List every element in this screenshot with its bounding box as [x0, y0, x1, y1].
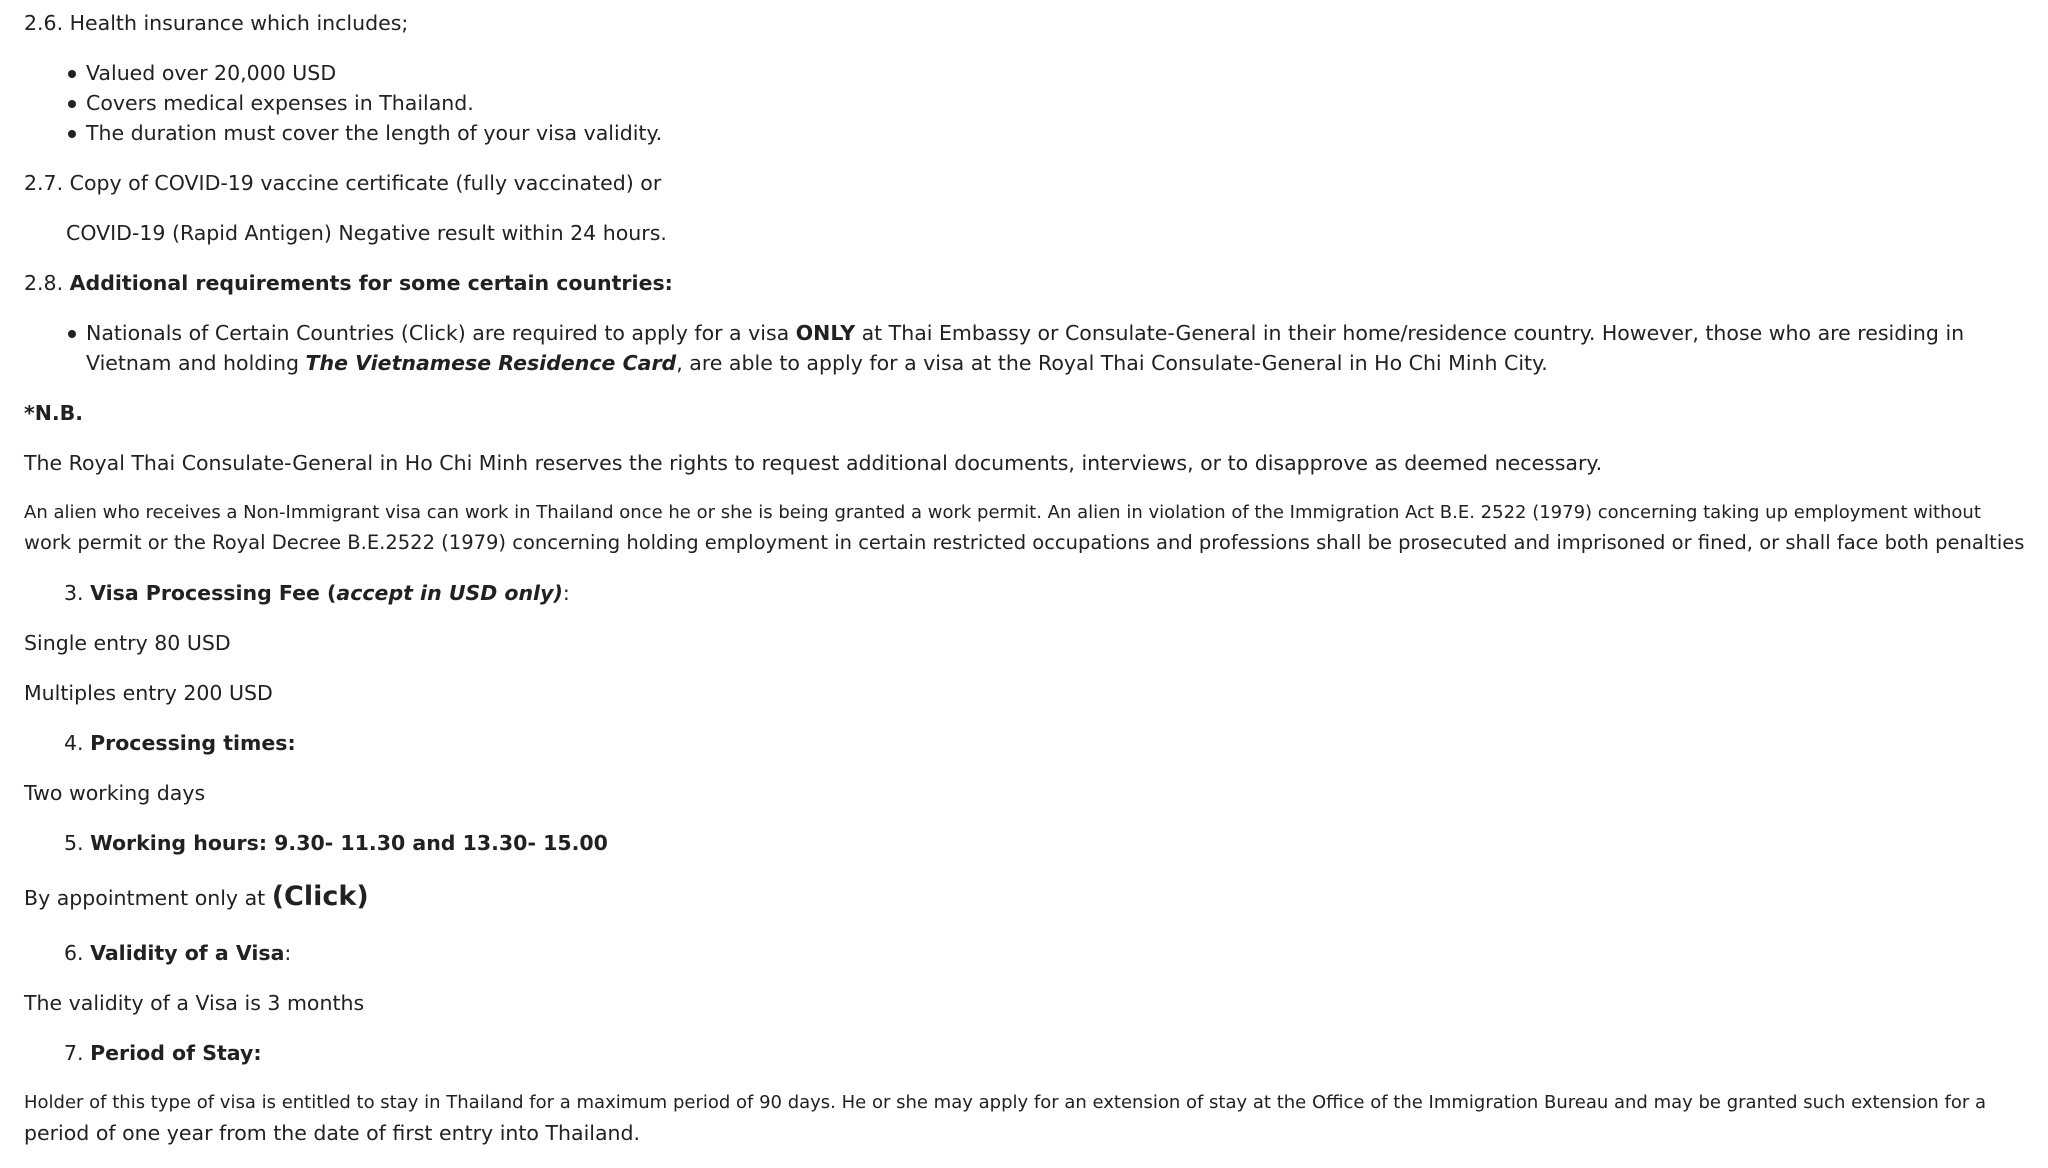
appointment-text: By appointment only at [24, 886, 272, 910]
section-3-number: 3. [64, 581, 84, 605]
section-2-8-number: 2.8. [24, 271, 64, 295]
section-4-number: 4. [64, 731, 84, 755]
certain-countries-item [86, 318, 2020, 378]
section-3-colon: : [562, 581, 570, 605]
section-2-8-title: Additional requirements for some certain countries: [69, 271, 673, 295]
processing-time-text: Two working days [24, 781, 206, 805]
section-3-title: Visa Processing Fee ( [90, 581, 337, 605]
period-of-stay-line-1: Holder of this type of visa is entitled to stay in Thailand for a maximum period of 90 days. He or she may apply for an extension of stay at the Office of the Immigration Bureau and may be granted such extension for a [24, 1092, 1987, 1113]
section-6-colon: : [284, 941, 292, 965]
insurance-item-2: Covers medical expenses in Thailand. [86, 91, 474, 115]
section-3-heading [64, 578, 2028, 608]
section-7-number: 7. [64, 1041, 84, 1065]
fee-multiple-entry: Multiples entry 200 USD [24, 681, 273, 705]
period-of-stay-line-2: period of one year from the date of first entry into Thailand. [24, 1121, 641, 1145]
nb-paragraph-1: The Royal Thai Consulate-General in Ho Chi Minh reserves the rights to request additional documents, interviews, or to disapprove as deemed necessary. [24, 451, 1603, 475]
section-6-number: 6. [64, 941, 84, 965]
section-2-7-line-2: COVID-19 (Rapid Antigen) Negative result within 24 hours. [66, 221, 667, 245]
insurance-item-1: Valued over 20,000 USD [86, 61, 337, 85]
appointment-link[interactable]: (Click) [271, 881, 369, 912]
bullet-icon [68, 130, 76, 138]
section-5-title: Working hours: 9.30- 11.30 and 13.30- 15.00 [90, 831, 608, 855]
fee-single-entry: Single entry 80 USD [24, 631, 231, 655]
item-text: , are able to apply for a visa at the Royal Thai Consulate-General in Ho Chi Minh City. [676, 351, 1548, 375]
section-7-title: Period of Stay: [90, 1041, 262, 1065]
section-6-heading [64, 938, 2028, 968]
certain-countries-link[interactable]: Certain Countries (Click) [214, 321, 466, 345]
item-text: are required to apply for a visa [465, 321, 796, 345]
nb-paragraph-2-line-1: An alien who receives a Non-Immigrant visa can work in Thailand once he or she is being granted a work permit. An alien in violation of the Immigration Act B.E. 2522 (1979) concerning taking up employment without [24, 502, 1981, 523]
section-4-title: Processing times: [90, 731, 296, 755]
appointment-line [24, 882, 2028, 913]
section-5-number: 5. [64, 831, 84, 855]
bullet-icon [68, 330, 76, 338]
nb-paragraph-2-line-2: work permit or the Royal Decree B.E.2522 (1979) concerning holding employment in certain restricted occupations and professions shall be prosecuted and imprisoned or fined, or shall face both penalties [24, 531, 2025, 554]
section-7-heading [64, 1038, 2028, 1068]
item-text: Nationals of [86, 321, 215, 345]
section-3-title-italic: accept in USD only) [336, 581, 563, 605]
nb-label: *N.B. [24, 401, 84, 425]
item-text: at Thai Embassy or Consulate-General in their home/residence country. However, those who are residing in Vietnam and holding [86, 321, 1965, 375]
bullet-icon [68, 100, 76, 108]
section-6-title: Validity of a Visa [90, 941, 285, 965]
bullet-icon [68, 70, 76, 78]
insurance-item-3: The duration must cover the length of your visa validity. [86, 121, 663, 145]
validity-text: The validity of a Visa is 3 months [24, 991, 365, 1015]
section-2-8-heading [24, 268, 2028, 298]
only-emphasis: ONLY [795, 321, 856, 345]
section-5-heading [64, 828, 2028, 858]
residence-card-emphasis: The Vietnamese Residence Card [305, 351, 677, 375]
section-2-7-line-1: 2.7. Copy of COVID-19 vaccine certificate (fully vaccinated) or [24, 171, 662, 195]
section-4-heading [64, 728, 2028, 758]
section-2-6-heading: 2.6. Health insurance which includes; [24, 11, 409, 35]
